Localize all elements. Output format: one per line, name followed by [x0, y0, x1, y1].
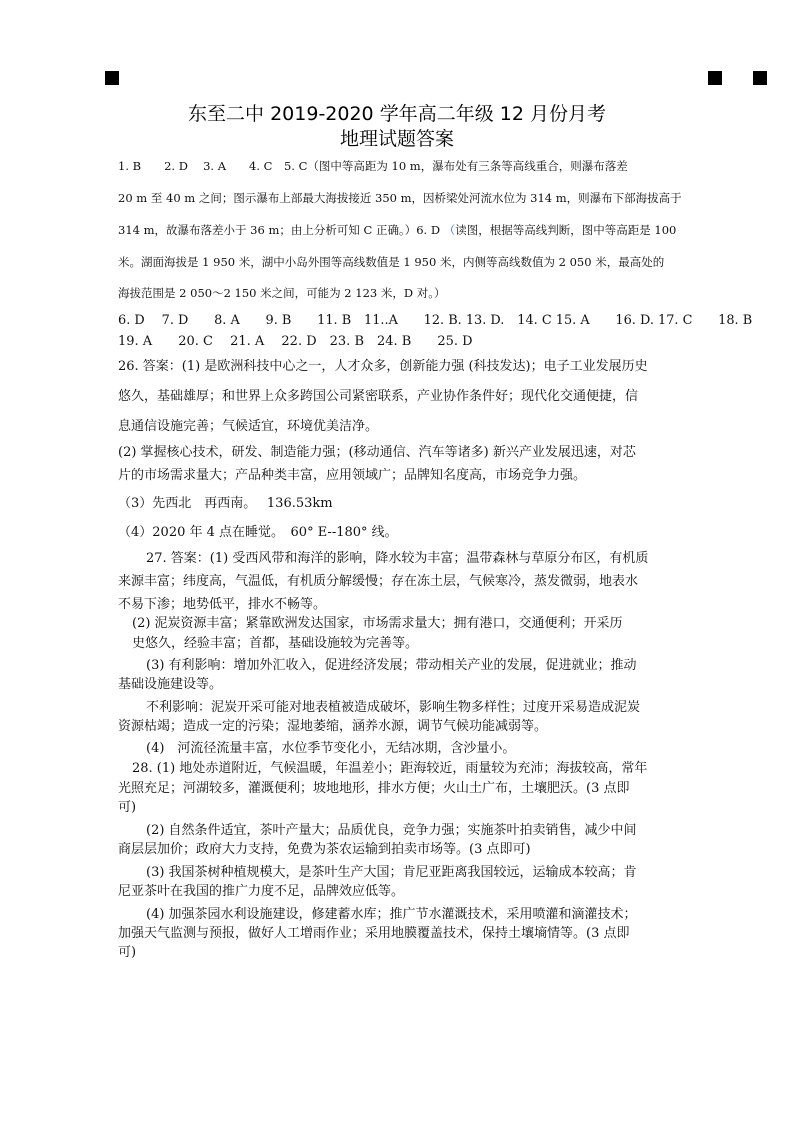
q27-line-3: 不易下渗；地势低平，排水不畅等。 [118, 597, 327, 612]
choice-line-7: 19. A 20. C 21. A 22. D 23. B 24. B 25. D [118, 334, 473, 349]
q27-line-6: (3) 有利影响：增加外汇收入，促进经济发展；带动相关产业的发展，促进就业；推动 [146, 658, 637, 673]
q28-line-5: 商层层加价；政府大力支持，免费为茶农运输到拍卖市场等。(3 点即可) [118, 842, 531, 857]
page-subtitle: 地理试题答案 [339, 128, 454, 150]
q28-line-2: 光照充足；河湖较多，灌溉便利；坡地地形，排水方便；火山土广布，土壤肥沃。(3 点即 [118, 781, 630, 796]
corner-mark-right-2 [753, 71, 767, 85]
q27-line-1: 27. 答案：(1) 受西风带和海洋的影响，降水较为丰富；温带森林与草原分布区，有机质 [146, 551, 649, 566]
choice-line-4: 米。湖面海拔是 1 950 米，湖中小岛外围等高线数值是 1 950 米，内侧等高线数值为 2 050 米，最高处的 [118, 255, 665, 269]
q28-line-6: (3) 我国茶树种植规模大，是茶叶生产大国；肯尼亚距离我国较远，运输成本较高；肯 [146, 865, 637, 880]
choice-line-3c: 读图，根据等高线判断，图中等高距是 100 [455, 223, 677, 237]
q26-line-1: 26. 答案：(1) 是欧洲科技中心之一，人才众多，创新能力强 (科技发达)；电子工业发展历史 [118, 359, 648, 374]
choice-line-5: 海拔范围是 2 050～2 150 米之间，可能为 2 123 米，D 对。） [118, 286, 446, 300]
choice-line-2: 20 m 至 40 m 之间；图示瀑布上部最大海拔接近 350 m，因桥梁处河流水位为 314 m，则瀑布下部海拔高于 [118, 191, 682, 205]
choice-line-6: 6. D 7. D 8. A 9. B 11. B 11..A 12. B. 13. D. 14. C 15. A 16. D. 17. C 18. B [118, 313, 753, 328]
q28-line-4: (2) 自然条件适宜，茶叶产量大；品质优良，竞争力强；实施茶叶拍卖销售，减少中间 [146, 823, 637, 838]
q28-line-3: 可) [118, 800, 137, 815]
q26-line-5: 片的市场需求量大；产品种类丰富，应用领域广；品牌知名度高，市场竞争力强。 [118, 468, 587, 483]
q28-line-10: 可) [118, 945, 137, 960]
q27-line-9: 资源枯竭；造成一定的污染；湿地萎缩，涵养水源，调节气候功能减弱等。 [118, 719, 548, 734]
choice-line-1: 1. B 2. D 3. A 4. C 5. C（图中等高距为 10 m，瀑布处有三条等高线重合，则瀑布落差 [118, 159, 628, 173]
q27-line-4: (2) 泥炭资源丰富；紧靠欧洲发达国家，市场需求量大；拥有港口，交通便利；开采历 [132, 616, 623, 631]
q26-line-4: (2) 掌握核心技术，研发、制造能力强；(移动通信、汽车等诸多) 新兴产业发展迅速，对芯 [118, 445, 636, 460]
page-title: 东至二中 2019-2020 学年高二年级 12 月份月考 [188, 103, 606, 125]
choice-line-3 [118, 222, 676, 238]
corner-mark-right-1 [708, 71, 722, 85]
q27-line-8: 不利影响：泥炭开采可能对地表植被造成破坏，影响生物多样性；过度开采易造成泥炭 [146, 700, 641, 715]
q28-line-1: 28. (1) 地处赤道附近，气候温暖，年温差小；距海较近，雨量较为充沛；海拔较高，常年 [132, 761, 648, 776]
corner-mark-left [105, 71, 119, 85]
q26-line-6: （3）先西北 再西南。 136.53km [118, 496, 333, 511]
q26-line-2: 悠久，基础雄厚；和世界上众多跨国公司紧密联系，产业协作条件好；现代化交通便捷，信 [118, 389, 639, 404]
q28-line-9: 加强天气监测与预报，做好人工增雨作业；采用地膜覆盖技术，保持土壤墒情等。(3 点即 [118, 926, 630, 941]
q28-line-7: 尼亚茶叶在我国的推广力度不足，品牌效应低等。 [118, 884, 405, 899]
choice-line-3-paren: （ [443, 223, 456, 237]
q26-line-3: 息通信设施完善；气候适宜，环境优美洁净。 [118, 419, 379, 434]
q26-line-7: （4）2020 年 4 点在睡觉。 60° E--180° 线。 [118, 525, 398, 540]
q27-line-2: 来源丰富；纬度高，气温低，有机质分解缓慢；存在冻土层，气候寒冷，蒸发微弱，地表水 [118, 574, 639, 589]
q27-line-10: (4) 河流径流量丰富，水位季节变化小，无结冰期，含沙量小。 [146, 741, 516, 756]
q27-line-5: 史悠久，经验丰富；首都，基础设施较为完善等。 [132, 636, 419, 651]
q27-line-7: 基础设施建设等。 [118, 677, 223, 692]
q28-line-8: (4) 加强茶园水利设施建设，修建蓄水库；推广节水灌溉技术，采用喷灌和滴灌技术； [146, 907, 637, 922]
choice-line-3a: 314 m，故瀑布落差小于 36 m；由上分析可知 C 正确。）6. D [118, 223, 444, 237]
